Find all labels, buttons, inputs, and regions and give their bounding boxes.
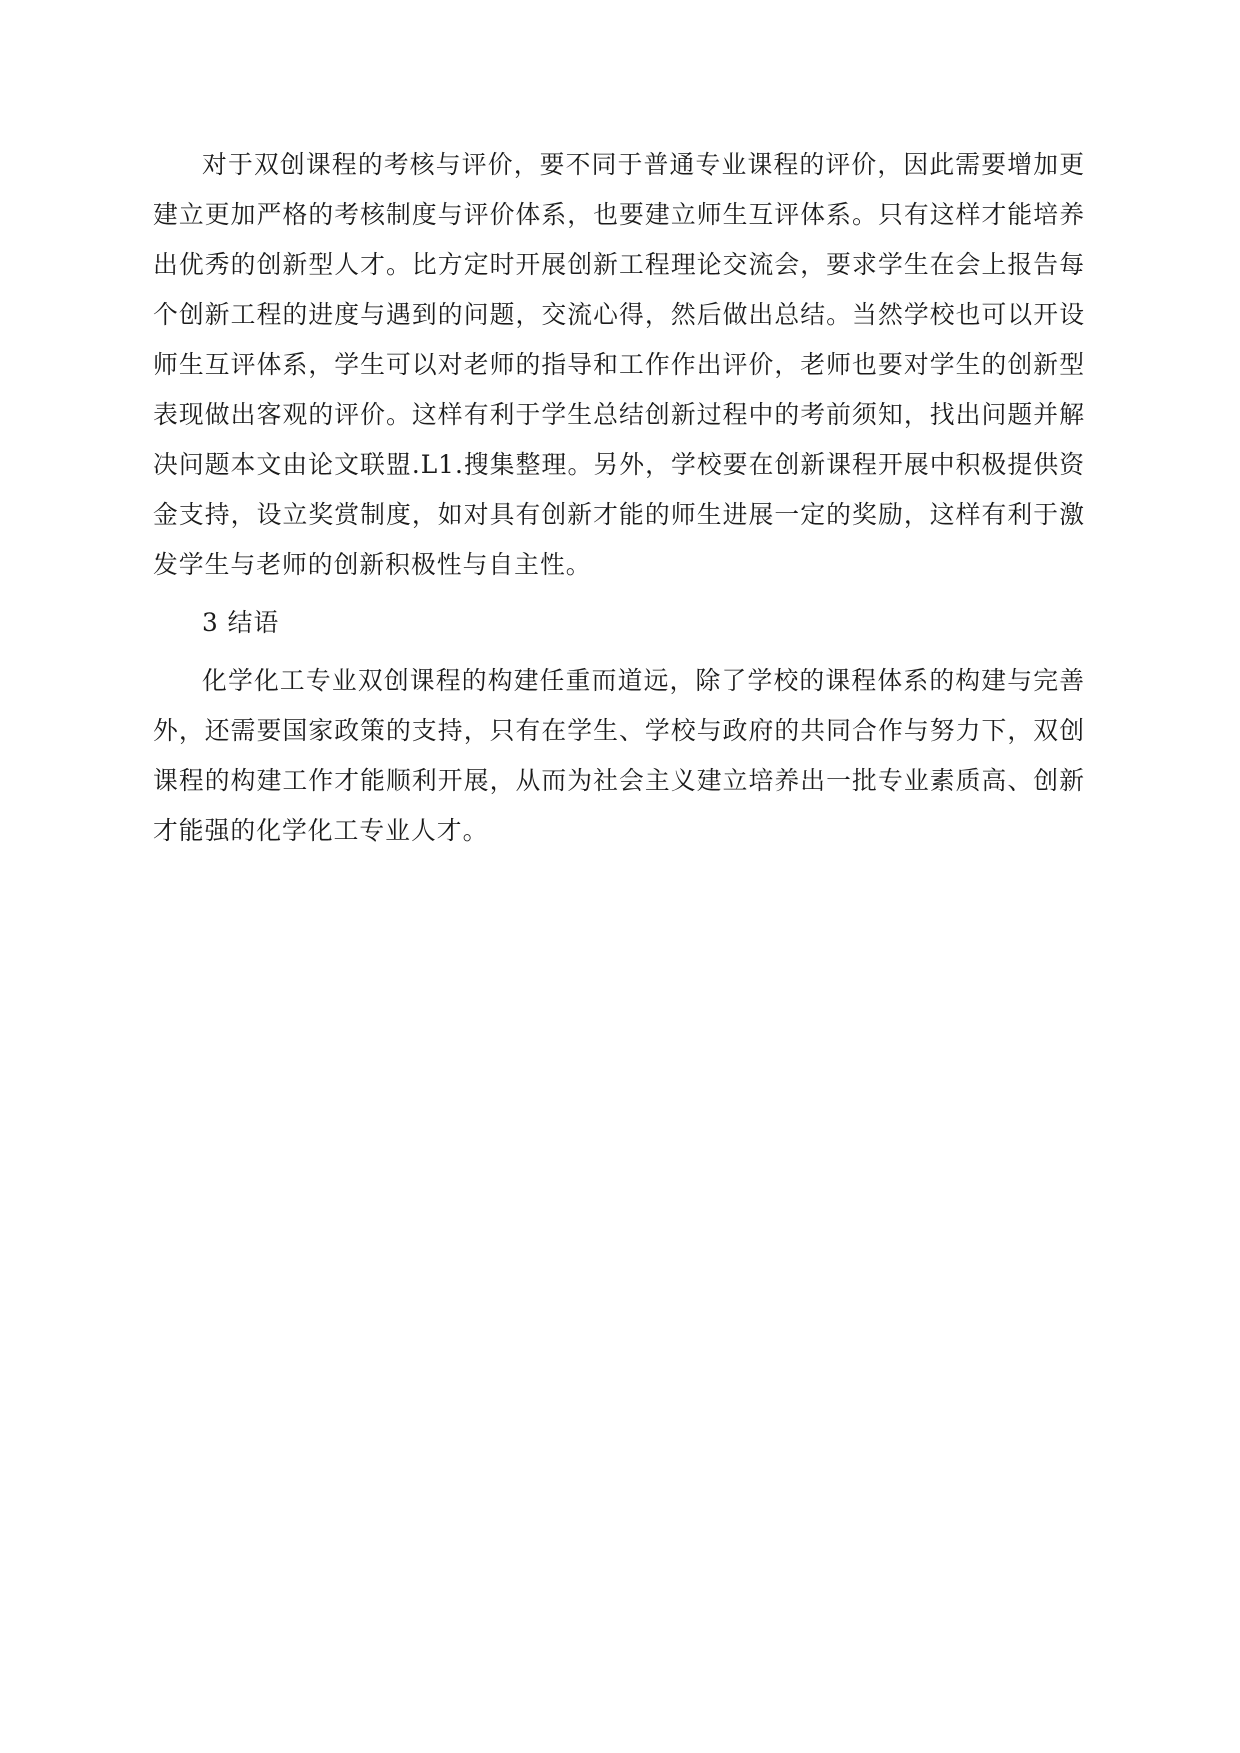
document-body	[153, 140, 1085, 856]
conclusion-heading: 3 结语	[202, 608, 280, 637]
conclusion-paragraph: 化学化工专业双创课程的构建任重而道远，除了学校的课程体系的构建与完善外，还需要国家政策的支持，只有在学生、学校与政府的共同合作与努力下，双创课程的构建工作才能顺利开展，从而为社会主义建立培养出一批专业素质高、创新才能强的化学化工专业人才。	[153, 666, 1085, 845]
evaluation-paragraph: 对于双创课程的考核与评价，要不同于普通专业课程的评价，因此需要增加更建立更加严格的考核制度与评价体系，也要建立师生互评体系。只有这样才能培养出优秀的创新型人才。比方定时开展创新工程理论交流会，要求学生在会上报告每个创新工程的进度与遇到的问题，交流心得，然后做出总结。当然学校也可以开设师生互评体系，学生可以对老师的指导和工作作出评价，老师也要对学生的创新型表现做出客观的评价。这样有利于学生总结创新过程中的考前须知，找出问题并解决问题本文由论文联盟.L1.搜集整理。另外，学校要在创新课程开展中积极提供资金支持，设立奖赏制度，如对具有创新才能的师生进展一定的奖励，这样有利于激发学生与老师的创新积极性与自主性。	[153, 150, 1085, 579]
